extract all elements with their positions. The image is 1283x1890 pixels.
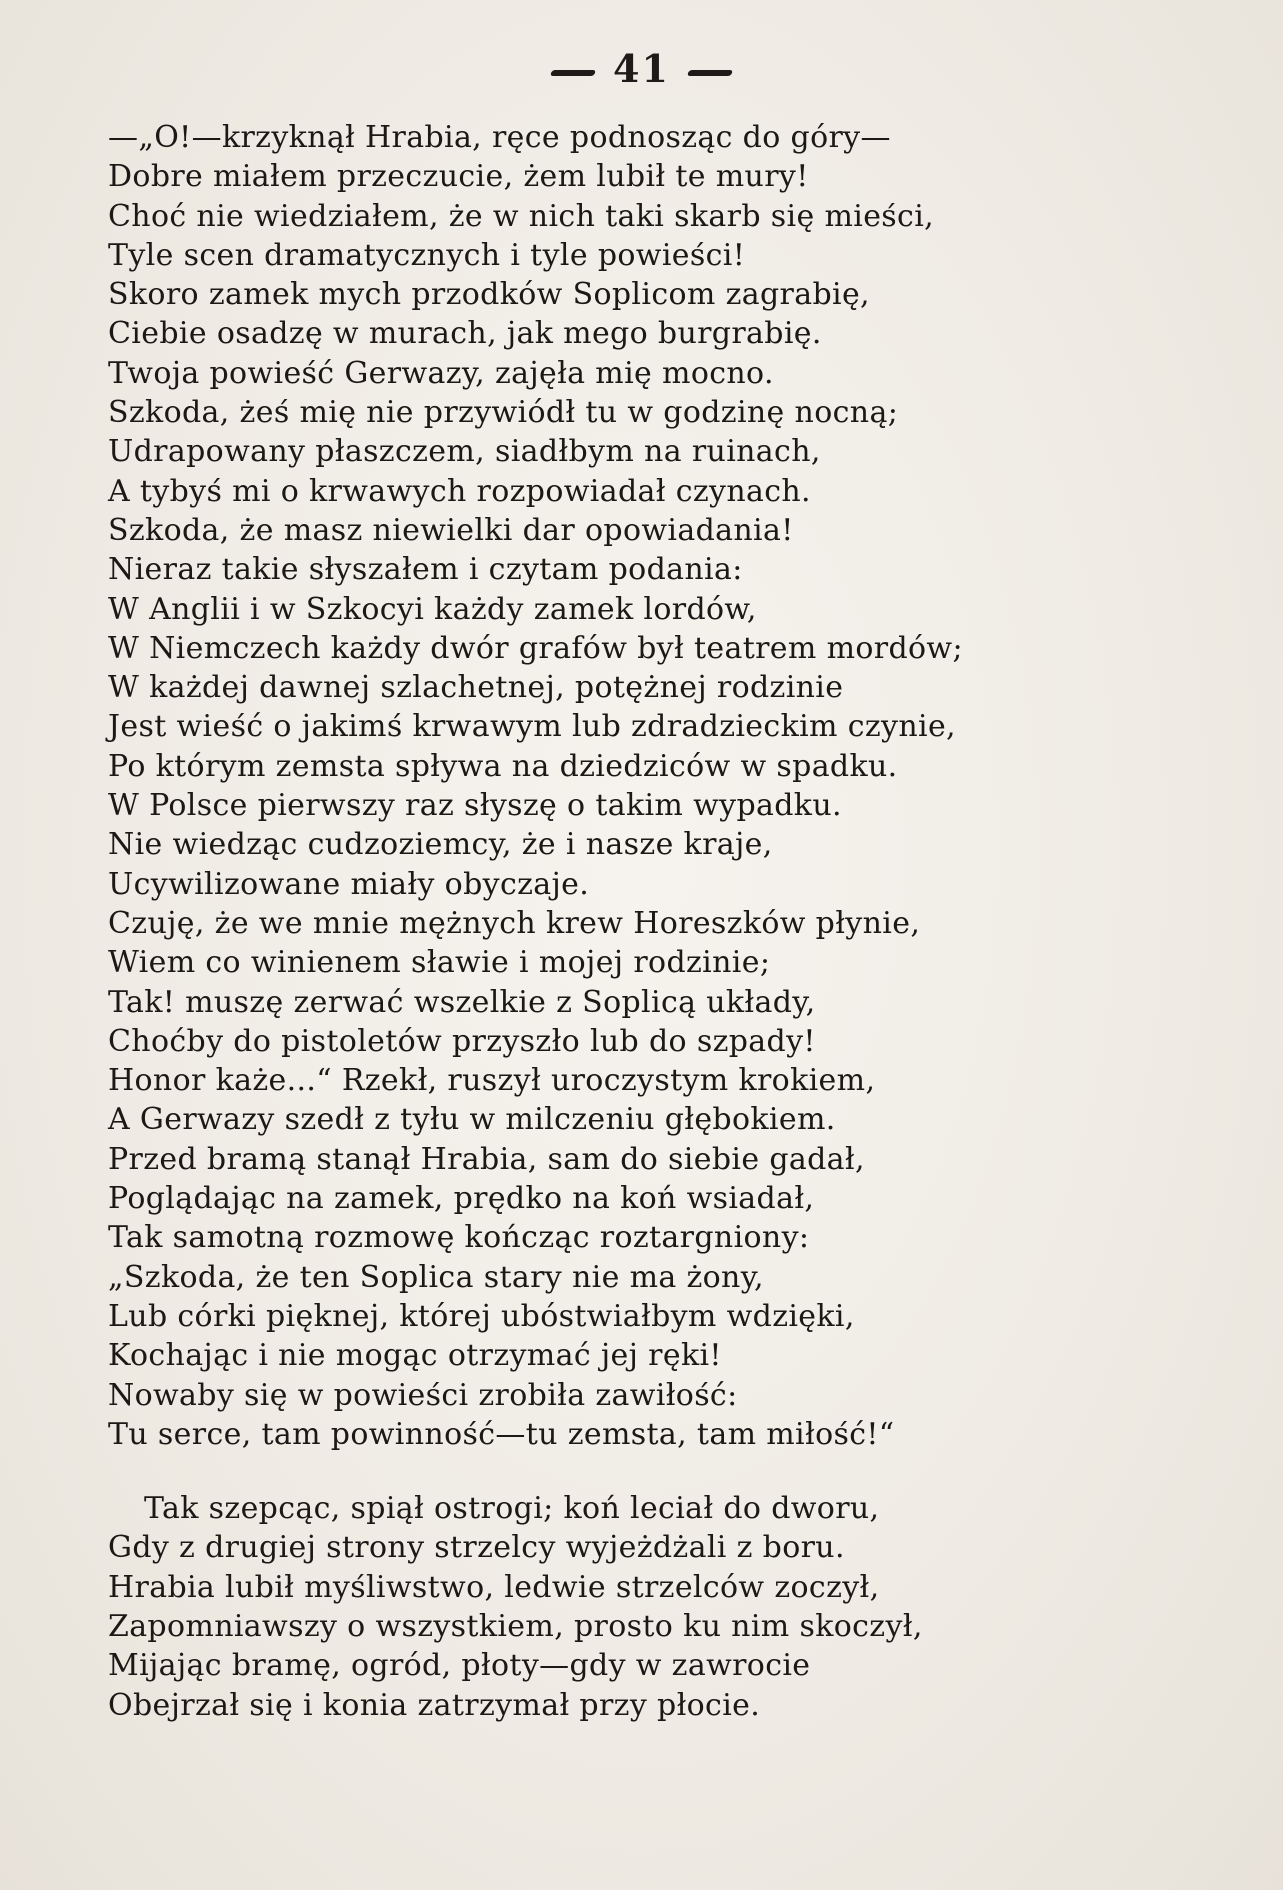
verse-line: Tak szepcąc, spiął ostrogi; koń leciał do dworu, — [144, 1491, 880, 1527]
verse-line: A tybyś mi o krwawych rozpowiadał czynach. — [108, 473, 811, 509]
verse-line: Tu serce, tam powinność—tu zemsta, tam miłość!“ — [108, 1416, 895, 1452]
verse-line: Choćby do pistoletów przyszło lub do szpady! — [108, 1023, 816, 1059]
verse-line: Nieraz takie słyszałem i czytam podania: — [108, 552, 743, 588]
verse-line: Wiem co winienem sławie i mojej rodzinie; — [108, 945, 771, 981]
stanza-1 — [108, 118, 1108, 1454]
verse-line: Tyle scen dramatycznych i tyle powieści! — [108, 237, 746, 273]
verse-line: Twoja powieść Gerwazy, zajęła mię mocno. — [108, 355, 774, 391]
verse-line: Lub córki pięknej, której ubóstwiałbym wdzięki, — [108, 1298, 855, 1334]
verse-line: Kochając i nie mogąc otrzymać jej ręki! — [108, 1338, 722, 1374]
stanza-2 — [108, 1489, 1108, 1725]
verse-line: Udrapowany płaszczem, siadłbym na ruinach, — [108, 434, 821, 470]
verse-line: Tak! muszę zerwać wszelkie z Soplicą układy, — [108, 984, 816, 1020]
verse-line: Honor każe...“ Rzekł, ruszył uroczystym krokiem, — [108, 1063, 876, 1099]
verse-line: Choć nie wiedziałem, że w nich taki skarb się mieści, — [108, 198, 935, 234]
verse-line: Jest wieść o jakimś krwawym lub zdradzieckim czynie, — [108, 709, 956, 745]
verse-line: Szkoda, że masz niewielki dar opowiadania! — [108, 512, 794, 548]
verse-line: Mijając bramę, ogród, płoty—gdy w zawrocie — [108, 1648, 811, 1684]
verse-line: Nowaby się w powieści zrobiła zawiłość: — [108, 1377, 738, 1413]
verse-line: Ciebie osadzę w murach, jak mego burgrabię. — [108, 316, 822, 352]
verse-line: —„O!—krzyknął Hrabia, ręce podnosząc do góry— — [108, 120, 891, 155]
page-header — [0, 46, 1283, 91]
verse-line: W każdej dawnej szlachetnej, potężnej rodzinie — [108, 670, 844, 706]
verse-line: Tak samotną rozmowę kończąc roztargniony: — [108, 1220, 810, 1256]
header-dash-left — [550, 70, 596, 76]
header-dash-right — [687, 70, 733, 76]
stanza-gap — [108, 1454, 1108, 1489]
poem-text — [108, 118, 1108, 1725]
verse-line: Ucywilizowane miały obyczaje. — [108, 866, 590, 902]
verse-line: Czuję, że we mnie mężnych krew Horeszków płynie, — [108, 905, 921, 941]
verse-line: W Polsce pierwszy raz słyszę o takim wypadku. — [108, 788, 842, 824]
verse-line: W Anglii i w Szkocyi każdy zamek lordów, — [108, 591, 757, 627]
verse-line: Dobre miałem przeczucie, żem lubił te mury! — [108, 159, 809, 195]
verse-line: Przed bramą stanął Hrabia, sam do siebie gadał, — [108, 1141, 865, 1177]
page-number: 41 — [613, 46, 670, 91]
verse-line: Skoro zamek mych przodków Soplicom zagrabię, — [108, 277, 870, 313]
verse-line: A Gerwazy szedł z tyłu w milczeniu głębokiem. — [108, 1102, 836, 1138]
verse-line: Hrabia lubił myśliwstwo, ledwie strzelców zoczył, — [108, 1569, 880, 1605]
verse-line: Gdy z drugiej strony strzelcy wyjeżdżali z boru. — [108, 1530, 845, 1566]
verse-line: Nie wiedząc cudzoziemcy, że i nasze kraje, — [108, 827, 773, 863]
verse-line: Poglądając na zamek, prędko na koń wsiadał, — [108, 1181, 815, 1217]
verse-line: Po którym zemsta spływa na dziedziców w spadku. — [108, 748, 898, 784]
verse-line: Zapomniawszy o wszystkiem, prosto ku nim skoczył, — [108, 1608, 923, 1644]
verse-line: Szkoda, żeś mię nie przywiódł tu w godzinę nocną; — [108, 395, 899, 431]
verse-line: „Szkoda, że ten Soplica stary nie ma żony, — [108, 1259, 764, 1295]
verse-line: Obejrzał się i konia zatrzymał przy płocie. — [108, 1687, 761, 1723]
verse-line: W Niemczech każdy dwór grafów był teatrem mordów; — [108, 630, 963, 666]
